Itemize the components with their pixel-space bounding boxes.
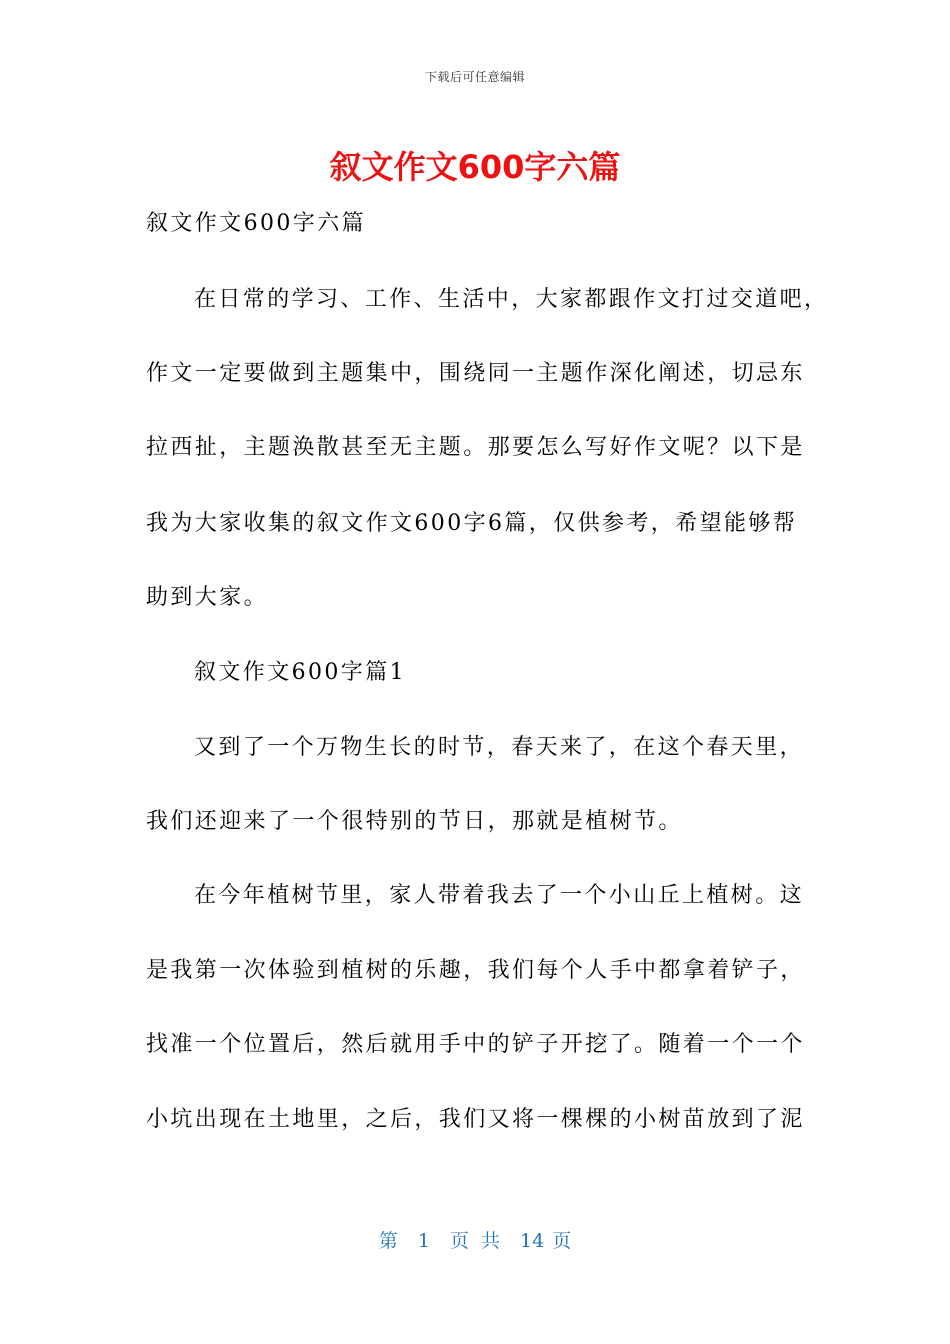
paragraph-line: 在今年植树节里，家人带着我去了一个小山丘上植树。这 — [194, 883, 805, 908]
paragraph-line: 作文一定要做到主题集中，围绕同一主题作深化阐述，切忌东 — [146, 361, 805, 386]
footer-total-pages: 14 — [520, 1230, 545, 1252]
section-heading: 叙文作文600字篇1 — [194, 660, 406, 685]
paragraph-line: 拉西扯，主题涣散甚至无主题。那要怎么写好作文呢？以下是 — [146, 435, 805, 460]
footer-middle: 页 共 — [449, 1230, 500, 1252]
header-note: 下载后可任意编辑 — [424, 70, 525, 84]
paragraph-line: 助到大家。 — [146, 585, 269, 610]
paragraph-line: 小坑出现在土地里，之后，我们又将一棵棵的小树苗放到了泥 — [146, 1107, 805, 1132]
footer-prefix: 第 — [378, 1230, 398, 1252]
page-footer — [0, 1226, 950, 1253]
paragraph-line: 是我第一次体验到植树的乐趣，我们每个人手中都拿着铲子， — [146, 958, 805, 983]
footer-page-number: 1 — [417, 1230, 430, 1252]
document-title: 叙文作文600字六篇 — [329, 148, 621, 186]
subtitle-line: 叙文作文600字六篇 — [146, 211, 366, 236]
paragraph-line: 又到了一个万物生长的时节，春天来了，在这个春天里， — [194, 735, 805, 760]
paragraph-line: 在日常的学习、工作、生活中，大家都跟作文打过交道吧， — [194, 287, 829, 312]
footer-suffix: 页 — [552, 1230, 572, 1252]
paragraph-line: 我为大家收集的叙文作文600字6篇，仅供参考，希望能够帮 — [146, 511, 798, 536]
paragraph-line: 我们还迎来了一个很特别的节日，那就是植树节。 — [146, 809, 683, 834]
paragraph-line: 找准一个位置后，然后就用手中的铲子开挖了。随着一个一个 — [146, 1032, 805, 1057]
